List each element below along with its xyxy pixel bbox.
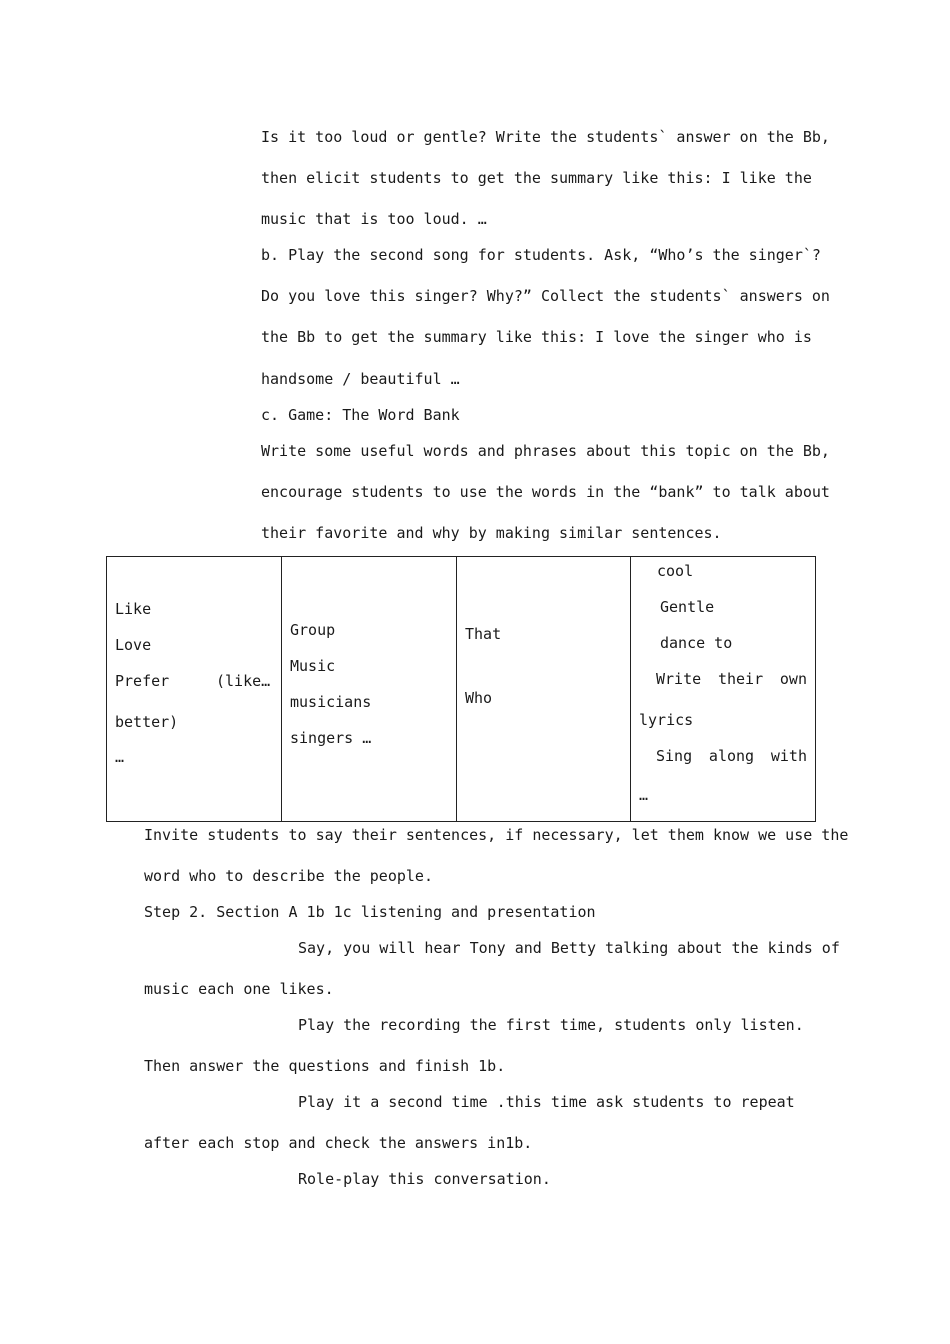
text-line: the Bb to get the summary like this: I love the singer who is xyxy=(261,328,812,346)
word-item-row xyxy=(656,669,807,689)
text-line: word who to describe the people. xyxy=(144,867,433,885)
word-item: That xyxy=(465,625,502,643)
word-item: Like xyxy=(115,600,152,618)
text-line: their favorite and why by making similar sentences. xyxy=(261,524,722,542)
word-bank-verbs-cell xyxy=(107,557,282,822)
text-line: after each stop and check the answers in1b. xyxy=(144,1134,533,1152)
word-item: own xyxy=(779,670,807,688)
word-item: Love xyxy=(115,636,152,654)
word-item: with xyxy=(770,747,807,765)
word-item-row xyxy=(656,746,807,766)
word-item: lyrics xyxy=(639,711,694,729)
text-line: Say, you will hear Tony and Betty talking about the kinds of xyxy=(298,939,840,957)
text-line: Is it too loud or gentle? Write the students` answer on the Bb, xyxy=(261,128,830,146)
text-line: then elicit students to get the summary like this: I like the xyxy=(261,169,812,187)
word-item: musicians xyxy=(290,693,372,711)
word-item: their xyxy=(717,670,764,688)
text-line: c. Game: The Word Bank xyxy=(261,406,460,424)
word-item: Who xyxy=(465,689,493,707)
text-line: b. Play the second song for students. Ask, “Who’s the singer`? xyxy=(261,246,821,264)
word-item: Gentle xyxy=(660,598,715,616)
word-item: … xyxy=(115,748,125,766)
word-item: (like… xyxy=(216,672,271,690)
word-item: Group xyxy=(290,621,336,639)
text-line: Role-play this conversation. xyxy=(298,1170,551,1188)
word-bank-table xyxy=(106,556,816,822)
text-line: encourage students to use the words in the “bank” to talk about xyxy=(261,483,830,501)
word-item: cool xyxy=(657,562,694,580)
word-item: … xyxy=(639,786,649,804)
word-item: Write xyxy=(656,670,702,688)
text-line: Play the recording the first time, students only listen. xyxy=(298,1016,804,1034)
word-bank-relative-cell xyxy=(457,557,631,822)
text-line: Play it a second time .this time ask students to repeat xyxy=(298,1093,795,1111)
step-heading: Step 2. Section A 1b 1c listening and presentation xyxy=(144,903,596,921)
word-item: along xyxy=(708,747,755,765)
word-item: dance to xyxy=(660,634,733,652)
text-line: Invite students to say their sentences, if necessary, let them know we use the xyxy=(144,826,849,844)
word-bank-nouns-cell xyxy=(282,557,457,822)
text-line: Then answer the questions and finish 1b. xyxy=(144,1057,506,1075)
text-line: music each one likes. xyxy=(144,980,334,998)
word-item: Music xyxy=(290,657,336,675)
text-line: music that is too loud. … xyxy=(261,210,487,228)
word-item: Sing xyxy=(656,747,693,765)
word-bank-descriptions-cell xyxy=(631,557,816,822)
word-item: Prefer xyxy=(115,672,170,690)
word-item: singers … xyxy=(290,729,372,747)
text-line: Write some useful words and phrases about this topic on the Bb, xyxy=(261,442,830,460)
word-item: better) xyxy=(115,713,179,731)
text-line: handsome / beautiful … xyxy=(261,370,460,388)
text-line: Do you love this singer? Why?” Collect the students` answers on xyxy=(261,287,830,305)
